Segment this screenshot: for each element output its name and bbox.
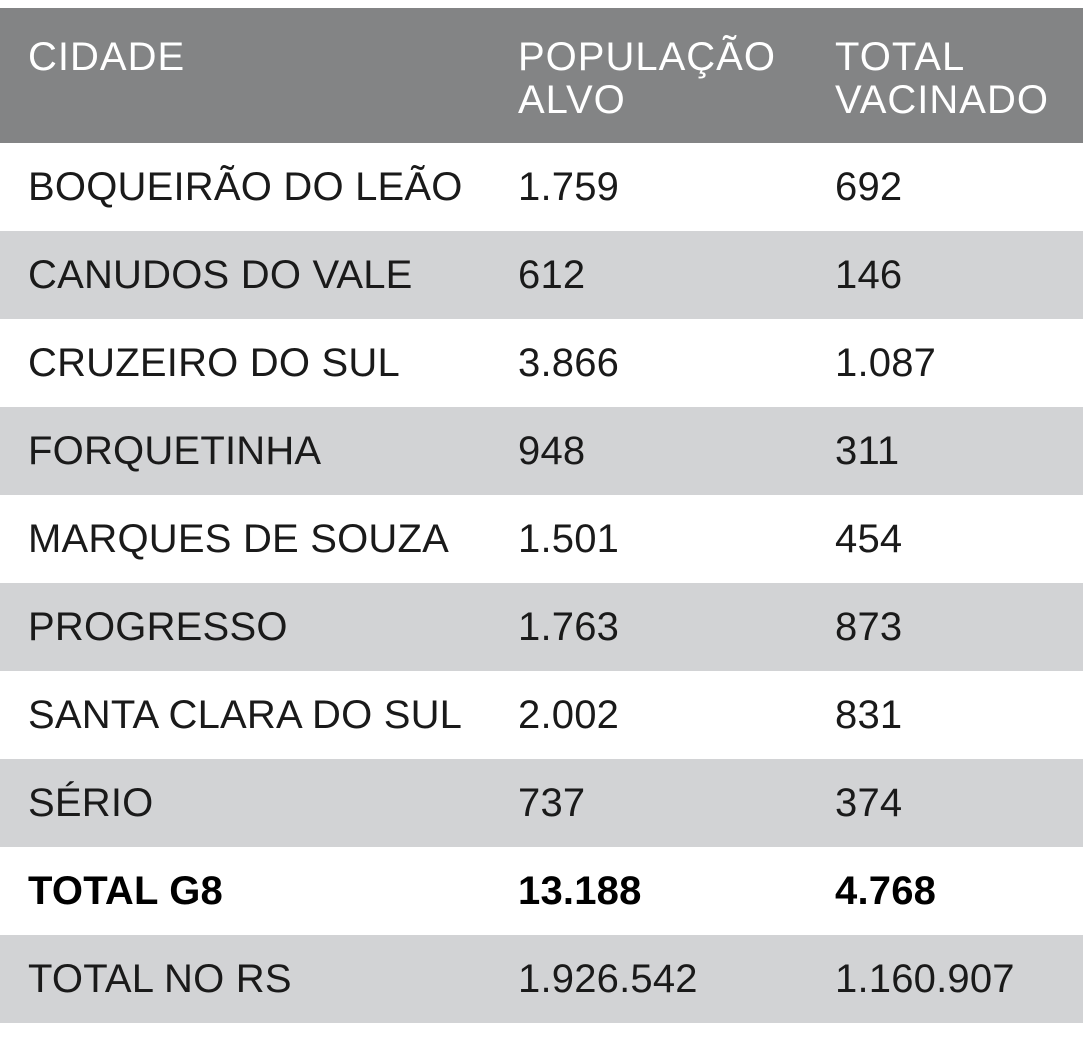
cell-vacinado: 311 <box>835 428 900 473</box>
cell-cidade: MARQUES DE SOUZA <box>28 516 450 561</box>
total-g8-vacinado: 4.768 <box>835 868 937 913</box>
cell-populacao: 737 <box>518 780 586 825</box>
total-rs-row <box>0 935 1083 1023</box>
cell-vacinado: 692 <box>835 164 903 209</box>
cell-populacao: 1.763 <box>518 604 620 649</box>
table-row <box>0 759 1083 847</box>
header-populacao-line1: POPULAÇÃO <box>518 35 776 79</box>
header-cidade <box>28 8 185 143</box>
header-vacinado-line2: VACINADO <box>835 78 1049 122</box>
table-row <box>0 319 1083 407</box>
cell-populacao: 948 <box>518 428 586 473</box>
header-total-vacinado <box>835 8 1049 143</box>
vaccination-table <box>0 8 1083 1023</box>
cell-cidade: SANTA CLARA DO SUL <box>28 692 463 737</box>
cell-cidade: PROGRESSO <box>28 604 288 649</box>
total-rs-vacinado: 1.160.907 <box>835 956 1015 1001</box>
table-row <box>0 495 1083 583</box>
cell-cidade: CANUDOS DO VALE <box>28 252 413 297</box>
header-populacao-line2: ALVO <box>518 78 626 122</box>
total-rs-label: TOTAL NO RS <box>28 956 292 1001</box>
table-header <box>0 8 1083 143</box>
header-vacinado-line1: TOTAL <box>835 35 966 79</box>
table-row <box>0 231 1083 319</box>
header-populacao-alvo <box>518 8 776 143</box>
cell-vacinado: 873 <box>835 604 903 649</box>
cell-populacao: 3.866 <box>518 340 620 385</box>
cell-cidade: BOQUEIRÃO DO LEÃO <box>28 164 463 209</box>
cell-vacinado: 454 <box>835 516 903 561</box>
cell-populacao: 2.002 <box>518 692 620 737</box>
total-g8-row <box>0 847 1083 935</box>
total-rs-populacao: 1.926.542 <box>518 956 698 1001</box>
cell-cidade: FORQUETINHA <box>28 428 322 473</box>
cell-cidade: CRUZEIRO DO SUL <box>28 340 400 385</box>
cell-vacinado: 831 <box>835 692 903 737</box>
total-g8-populacao: 13.188 <box>518 868 642 913</box>
table-row <box>0 407 1083 495</box>
cell-vacinado: 374 <box>835 780 903 825</box>
cell-populacao: 1.759 <box>518 164 620 209</box>
cell-populacao: 1.501 <box>518 516 620 561</box>
cell-cidade: SÉRIO <box>28 780 154 825</box>
cell-vacinado: 1.087 <box>835 340 937 385</box>
total-g8-label: TOTAL G8 <box>28 868 223 913</box>
table-row <box>0 143 1083 231</box>
table-row <box>0 583 1083 671</box>
cell-populacao: 612 <box>518 252 586 297</box>
table-row <box>0 671 1083 759</box>
cell-vacinado: 146 <box>835 252 903 297</box>
header-cidade-label: CIDADE <box>28 35 186 79</box>
